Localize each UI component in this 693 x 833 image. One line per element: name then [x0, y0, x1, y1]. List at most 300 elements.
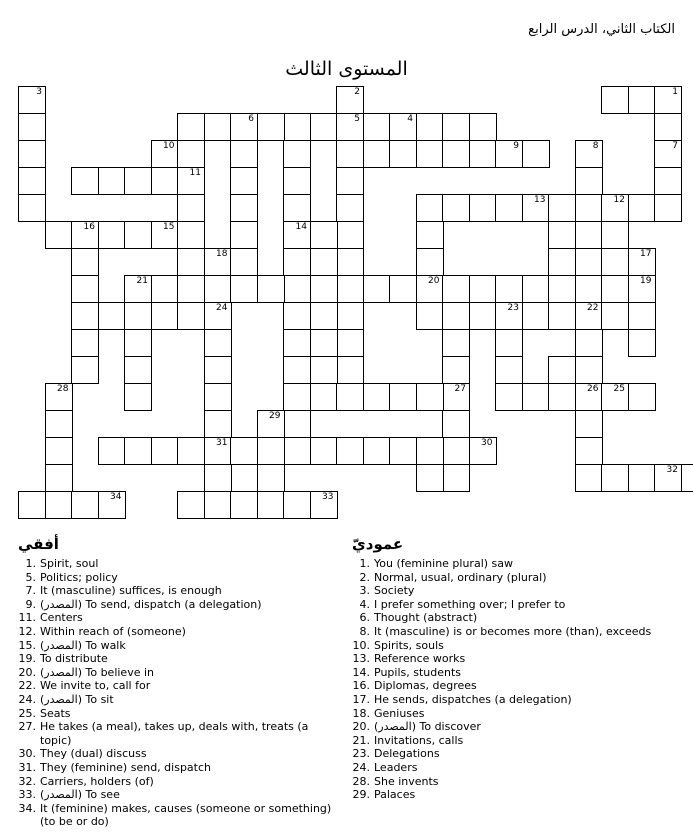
grid-cell[interactable]	[310, 383, 338, 411]
grid-cell[interactable]	[363, 140, 391, 168]
grid-cell[interactable]	[363, 383, 391, 411]
grid-cell[interactable]	[601, 86, 629, 114]
grid-cell[interactable]	[177, 437, 205, 465]
across-clue	[18, 666, 338, 680]
grid-cell[interactable]	[469, 302, 497, 330]
grid-cell[interactable]	[416, 113, 444, 141]
grid-cell[interactable]	[628, 194, 656, 222]
grid-cell[interactable]	[71, 275, 99, 303]
down-clue	[352, 652, 682, 666]
clue-number: 23.	[352, 747, 370, 761]
grid-cell[interactable]	[495, 329, 523, 357]
grid-cell[interactable]	[71, 248, 99, 276]
cell-number: 32	[666, 465, 678, 475]
down-heading: عموديّ	[352, 535, 404, 553]
clue-number: 21.	[352, 733, 370, 747]
clue-number: 11.	[18, 611, 36, 625]
clue-number: 19.	[18, 652, 36, 666]
grid-cell[interactable]	[575, 437, 603, 465]
cell-number: 2	[354, 87, 360, 97]
clue-number: 1.	[359, 557, 370, 570]
grid-cell[interactable]	[416, 383, 444, 411]
grid-cell[interactable]	[522, 140, 550, 168]
clue-number: 33.	[18, 788, 36, 802]
clue-text: Centers	[40, 611, 83, 625]
clue-text: To distribute	[40, 652, 108, 666]
grid-cell[interactable]	[230, 437, 258, 465]
grid-cell[interactable]	[204, 275, 232, 303]
grid-cell[interactable]	[310, 275, 338, 303]
grid-cell[interactable]	[601, 302, 629, 330]
grid-cell[interactable]	[98, 221, 126, 249]
page-title: المستوى الثالث	[285, 58, 408, 80]
down-clue-list	[352, 557, 682, 802]
grid-cell[interactable]	[257, 275, 285, 303]
across-heading: أفقي	[18, 535, 59, 553]
grid-cell[interactable]	[336, 248, 364, 276]
grid-cell[interactable]	[283, 410, 311, 438]
grid-cell[interactable]	[601, 275, 629, 303]
clue-text: (المصدر) To see	[40, 788, 120, 802]
grid-cell[interactable]	[310, 302, 338, 330]
clue-text: I prefer something over; I prefer to	[374, 597, 566, 611]
grid-cell[interactable]	[177, 221, 205, 249]
grid-cell[interactable]	[442, 437, 470, 465]
cell-number: 17	[640, 249, 652, 259]
cell-number: 16	[83, 222, 95, 232]
grid-cell[interactable]	[469, 140, 497, 168]
grid-cell[interactable]	[98, 167, 126, 195]
grid-cell[interactable]	[601, 221, 629, 249]
grid-cell[interactable]	[336, 167, 364, 195]
down-clue	[352, 761, 682, 775]
grid-cell[interactable]	[283, 491, 311, 519]
grid-cell[interactable]	[124, 437, 152, 465]
down-clue	[352, 666, 682, 680]
grid-cell[interactable]	[45, 437, 73, 465]
grid-cell[interactable]	[336, 221, 364, 249]
clue-number: 34.	[18, 801, 36, 815]
grid-cell[interactable]	[442, 275, 470, 303]
clue-text: Delegations	[374, 747, 440, 761]
clue-text: Normal, usual, ordinary (plural)	[374, 570, 547, 584]
across-clue	[18, 707, 338, 721]
grid-cell[interactable]	[71, 302, 99, 330]
grid-cell[interactable]	[575, 356, 603, 384]
across-clue	[18, 571, 338, 585]
grid-cell[interactable]	[283, 113, 311, 141]
cell-number: 33	[322, 492, 334, 502]
clue-number: 13.	[352, 652, 370, 666]
clue-number: 15.	[18, 638, 36, 652]
grid-cell[interactable]	[177, 491, 205, 519]
grid-cell[interactable]	[230, 275, 258, 303]
clue-number: 16.	[352, 679, 370, 693]
grid-cell[interactable]	[177, 194, 205, 222]
down-clue	[352, 747, 682, 761]
grid-cell[interactable]	[522, 383, 550, 411]
grid-cell[interactable]	[548, 383, 576, 411]
grid-cell[interactable]	[257, 464, 285, 492]
grid-cell[interactable]	[389, 437, 417, 465]
grid-cell[interactable]	[575, 194, 603, 222]
grid-cell[interactable]	[654, 194, 682, 222]
grid-cell[interactable]	[310, 356, 338, 384]
grid-cell[interactable]	[283, 194, 311, 222]
grid-cell[interactable]	[495, 275, 523, 303]
cell-number: 30	[481, 438, 493, 448]
cell-number: 18	[216, 249, 228, 259]
cell-number: 21	[136, 276, 148, 286]
down-clue	[352, 557, 682, 571]
grid-cell[interactable]	[601, 248, 629, 276]
down-clue	[352, 788, 682, 802]
grid-cell[interactable]	[548, 248, 576, 276]
clue-number: 14.	[352, 665, 370, 679]
down-clue	[352, 611, 682, 625]
grid-cell[interactable]	[495, 383, 523, 411]
grid-cell[interactable]	[389, 140, 417, 168]
down-clue	[352, 639, 682, 653]
grid-cell[interactable]	[416, 194, 444, 222]
cell-number: 8	[592, 141, 599, 151]
grid-cell[interactable]	[628, 302, 656, 330]
clue-number: 31.	[18, 760, 36, 774]
cell-number: 12	[613, 195, 625, 205]
grid-cell[interactable]	[204, 356, 232, 384]
grid-cell[interactable]	[124, 329, 152, 357]
clue-number: 4.	[359, 597, 370, 611]
across-clue	[18, 747, 338, 761]
grid-cell[interactable]	[442, 302, 470, 330]
grid-cell[interactable]	[363, 113, 391, 141]
grid-cell[interactable]	[45, 221, 73, 249]
grid-cell[interactable]	[336, 275, 364, 303]
cell-number: 1	[672, 87, 678, 97]
clue-text: Within reach of (someone)	[40, 624, 186, 638]
clue-number: 5.	[25, 570, 36, 584]
grid-cell[interactable]	[416, 140, 444, 168]
grid-cell[interactable]	[204, 329, 232, 357]
grid-cell[interactable]	[71, 329, 99, 357]
clue-number: 27.	[18, 720, 36, 734]
grid-cell[interactable]	[336, 329, 364, 357]
clue-text: They (feminine) send, dispatch	[40, 760, 211, 774]
cell-number: 22	[587, 303, 599, 313]
across-clue	[18, 720, 338, 747]
grid-cell[interactable]	[575, 410, 603, 438]
grid-cell[interactable]	[151, 275, 179, 303]
grid-cell[interactable]	[71, 167, 99, 195]
clue-text: He sends, dispatches (a delegation)	[374, 692, 572, 706]
clue-text: She invents	[374, 774, 439, 788]
clue-number: 24.	[352, 760, 370, 774]
grid-cell[interactable]	[654, 113, 682, 141]
grid-cell[interactable]	[336, 356, 364, 384]
cell-number: 29	[269, 411, 281, 421]
clue-text: Geniuses	[374, 706, 425, 720]
grid-cell[interactable]	[230, 491, 258, 519]
grid-cell[interactable]	[389, 383, 417, 411]
cell-number: 27	[454, 384, 466, 394]
clue-text: You (feminine plural) saw	[374, 557, 514, 570]
grid-cell[interactable]	[575, 329, 603, 357]
across-clue	[18, 557, 338, 571]
clue-text: Seats	[40, 706, 71, 720]
cell-number: 10	[163, 141, 175, 151]
down-clue	[352, 775, 682, 789]
cell-number: 5	[354, 114, 360, 124]
header-title: الكتاب الثاني، الدرس الرابع	[528, 22, 675, 37]
cell-number: 26	[587, 384, 599, 394]
grid-cell[interactable]	[230, 248, 258, 276]
grid-cell[interactable]	[681, 464, 693, 492]
grid-cell[interactable]	[204, 383, 232, 411]
grid-cell[interactable]	[230, 221, 258, 249]
clue-text: Diplomas, degrees	[374, 679, 477, 693]
grid-cell[interactable]	[177, 302, 205, 330]
grid-cell[interactable]	[416, 437, 444, 465]
across-clue-list	[18, 557, 338, 829]
grid-cell[interactable]	[310, 113, 338, 141]
cell-number: 20	[428, 276, 440, 286]
grid-cell[interactable]	[628, 86, 656, 114]
grid-cell[interactable]	[71, 356, 99, 384]
across-clue	[18, 584, 338, 598]
grid-cell[interactable]	[548, 302, 576, 330]
clue-text: (المصدر) To believe in	[40, 665, 154, 679]
grid-cell[interactable]	[18, 140, 46, 168]
grid-cell[interactable]	[336, 302, 364, 330]
down-clue	[352, 734, 682, 748]
across-clue	[18, 788, 338, 802]
grid-cell[interactable]	[495, 194, 523, 222]
grid-cell[interactable]	[204, 410, 232, 438]
clue-text: We invite to, call for	[40, 679, 151, 693]
grid-cell[interactable]	[45, 410, 73, 438]
grid-cell[interactable]	[628, 464, 656, 492]
cell-number: 7	[672, 141, 678, 151]
grid-cell[interactable]	[628, 329, 656, 357]
cell-number: 24	[216, 303, 228, 313]
grid-cell[interactable]	[654, 167, 682, 195]
clue-number: 22.	[18, 679, 36, 693]
grid-cell[interactable]	[336, 437, 364, 465]
grid-cell[interactable]	[124, 167, 152, 195]
grid-cell[interactable]	[98, 302, 126, 330]
clue-text: Pupils, students	[374, 665, 462, 679]
grid-cell[interactable]	[310, 329, 338, 357]
clue-number: 3.	[359, 584, 370, 598]
clue-number: 1.	[25, 557, 36, 570]
clue-number: 18.	[352, 706, 370, 720]
grid-cell[interactable]	[204, 113, 232, 141]
down-clue	[352, 720, 682, 734]
grid-cell[interactable]	[548, 221, 576, 249]
clue-number: 24.	[18, 692, 36, 706]
grid-cell[interactable]	[416, 248, 444, 276]
grid-cell[interactable]	[151, 302, 179, 330]
cell-number: 3	[36, 87, 42, 97]
grid-cell[interactable]	[124, 221, 152, 249]
grid-cell[interactable]	[230, 194, 258, 222]
grid-cell[interactable]	[257, 437, 285, 465]
grid-cell[interactable]	[336, 194, 364, 222]
across-clue	[18, 625, 338, 639]
grid-cell[interactable]	[230, 140, 258, 168]
grid-cell[interactable]	[469, 113, 497, 141]
grid-cell[interactable]	[204, 464, 232, 492]
clue-number: 20.	[352, 720, 370, 734]
down-clue	[352, 693, 682, 707]
grid-cell[interactable]	[283, 248, 311, 276]
grid-cell[interactable]	[575, 221, 603, 249]
clue-text: Invitations, calls	[374, 733, 464, 747]
grid-cell[interactable]	[45, 491, 73, 519]
grid-cell[interactable]	[601, 464, 629, 492]
clue-number: 6.	[359, 611, 370, 625]
grid-cell[interactable]	[336, 383, 364, 411]
clue-number: 9.	[25, 597, 36, 611]
grid-cell[interactable]	[442, 410, 470, 438]
grid-cell[interactable]	[204, 491, 232, 519]
clue-text: Spirits, souls	[374, 638, 444, 652]
across-clue	[18, 693, 338, 707]
grid-cell[interactable]	[442, 140, 470, 168]
clue-number: 30.	[18, 747, 36, 761]
grid-cell[interactable]	[283, 383, 311, 411]
grid-cell[interactable]	[283, 329, 311, 357]
clue-text: Carriers, holders (of)	[40, 774, 154, 788]
grid-cell[interactable]	[177, 113, 205, 141]
grid-cell[interactable]	[575, 464, 603, 492]
cell-number: 31	[216, 438, 228, 448]
across-clue	[18, 598, 338, 612]
clue-text: (المصدر) To discover	[374, 720, 481, 734]
clue-number: 12.	[18, 624, 36, 638]
cell-number: 28	[57, 384, 69, 394]
clue-text: They (dual) discuss	[40, 747, 147, 761]
grid-cell[interactable]	[283, 437, 311, 465]
across-clue	[18, 775, 338, 789]
across-clue	[18, 679, 338, 693]
grid-cell[interactable]	[124, 383, 152, 411]
grid-cell[interactable]	[18, 113, 46, 141]
grid-cell[interactable]	[469, 194, 497, 222]
grid-cell[interactable]	[416, 464, 444, 492]
grid-cell[interactable]	[177, 248, 205, 276]
grid-cell[interactable]	[151, 437, 179, 465]
across-clue	[18, 611, 338, 625]
grid-cell[interactable]	[416, 302, 444, 330]
grid-cell[interactable]	[548, 194, 576, 222]
down-clue	[352, 679, 682, 693]
grid-cell[interactable]	[257, 113, 285, 141]
grid-cell[interactable]	[151, 167, 179, 195]
grid-cell[interactable]	[628, 383, 656, 411]
clue-text: It (feminine) makes, causes (someone or something) (to be or do)	[40, 801, 332, 829]
grid-cell[interactable]	[363, 437, 391, 465]
grid-cell[interactable]	[575, 275, 603, 303]
clue-text: Palaces	[374, 788, 416, 802]
grid-cell[interactable]	[18, 491, 46, 519]
clue-text: Society	[374, 584, 415, 598]
grid-cell[interactable]	[575, 167, 603, 195]
clue-number: 8.	[359, 624, 370, 638]
grid-cell[interactable]	[177, 275, 205, 303]
grid-cell[interactable]	[336, 140, 364, 168]
clue-text: Spirit, soul	[40, 557, 99, 570]
clue-number: 32.	[18, 774, 36, 788]
grid-cell[interactable]	[442, 356, 470, 384]
clue-text: Thought (abstract)	[374, 611, 478, 625]
cell-number: 9	[513, 141, 519, 151]
cell-number: 6	[248, 114, 254, 124]
grid-cell[interactable]	[283, 275, 311, 303]
grid-cell[interactable]	[98, 437, 126, 465]
clue-text: He takes (a meal), takes up, deals with, treats (a topic)	[40, 720, 309, 747]
cell-number: 15	[163, 222, 175, 232]
grid-cell[interactable]	[495, 356, 523, 384]
grid-cell[interactable]	[442, 194, 470, 222]
across-clue	[18, 761, 338, 775]
grid-cell[interactable]	[363, 275, 391, 303]
grid-cell[interactable]	[283, 356, 311, 384]
grid-cell[interactable]	[283, 167, 311, 195]
grid-cell[interactable]	[45, 464, 73, 492]
grid-cell[interactable]	[575, 248, 603, 276]
grid-cell[interactable]	[522, 302, 550, 330]
clue-text: Reference works	[374, 652, 466, 666]
grid-cell[interactable]	[416, 221, 444, 249]
grid-cell[interactable]	[18, 194, 46, 222]
grid-cell[interactable]	[442, 464, 470, 492]
down-clue	[352, 625, 682, 639]
grid-cell[interactable]	[124, 302, 152, 330]
grid-cell[interactable]	[389, 275, 417, 303]
grid-cell[interactable]	[469, 275, 497, 303]
clue-number: 28.	[352, 774, 370, 788]
grid-cell[interactable]	[18, 167, 46, 195]
grid-cell[interactable]	[522, 275, 550, 303]
grid-cell[interactable]	[548, 356, 576, 384]
cell-number: 19	[640, 276, 652, 286]
grid-cell[interactable]	[310, 221, 338, 249]
grid-cell[interactable]	[548, 275, 576, 303]
down-clue	[352, 571, 682, 585]
grid-cell[interactable]	[442, 329, 470, 357]
clue-text: Politics; policy	[40, 570, 118, 584]
clue-text: (المصدر) To walk	[40, 638, 126, 652]
grid-cell[interactable]	[124, 356, 152, 384]
clue-number: 29.	[352, 788, 370, 802]
cell-number: 4	[407, 114, 413, 124]
grid-cell[interactable]	[283, 302, 311, 330]
grid-cell[interactable]	[71, 491, 99, 519]
grid-cell[interactable]	[257, 491, 285, 519]
clue-text: Leaders	[374, 760, 418, 774]
clue-number: 20.	[18, 665, 36, 679]
grid-cell[interactable]	[442, 113, 470, 141]
grid-cell[interactable]	[177, 140, 205, 168]
grid-cell[interactable]	[230, 167, 258, 195]
cell-number: 25	[613, 384, 625, 394]
cell-number: 34	[110, 492, 122, 502]
grid-cell[interactable]	[310, 437, 338, 465]
clue-number: 10.	[352, 638, 370, 652]
grid-cell[interactable]	[310, 248, 338, 276]
grid-cell[interactable]	[283, 140, 311, 168]
